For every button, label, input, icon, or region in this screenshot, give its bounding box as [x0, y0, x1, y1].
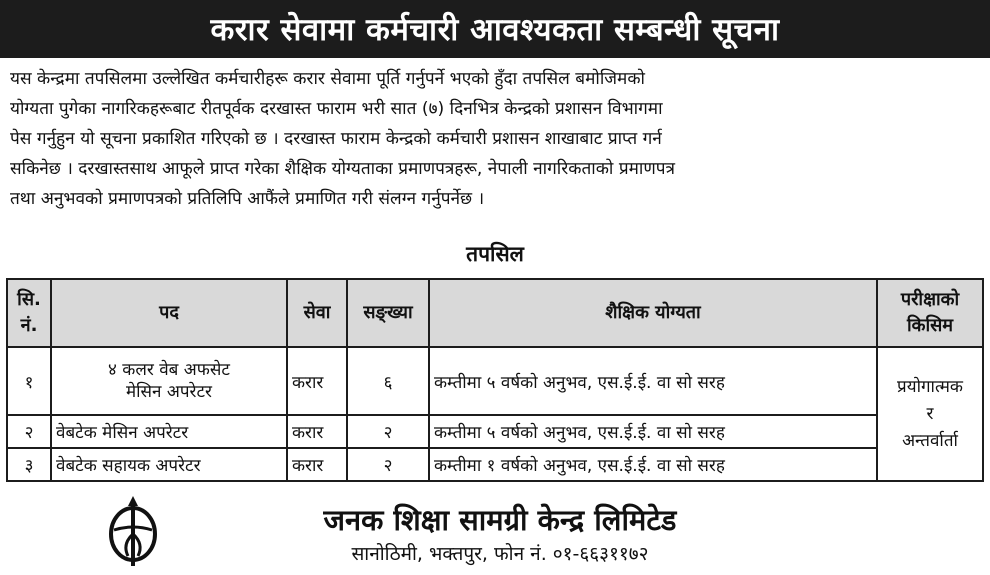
cell-sn: २: [7, 415, 51, 448]
vacancy-table: [6, 278, 984, 482]
body-line: योग्यता पुगेका नागरिकहरूबाट रीतपूर्वक दरखास्त फाराम भरी सात (७) दिनभित्र केन्द्रको प्रशासन विभागमा: [10, 99, 663, 119]
post-line: मेसिन अपरेटर: [125, 382, 213, 402]
cell-post: वेबटेक मेसिन अपरेटर: [51, 415, 287, 448]
exam-line: अन्तर्वार्ता: [902, 430, 958, 451]
cell-qualification: कम्तीमा ५ वर्षको अनुभव, एस.ई.ई. वा सो सरह: [429, 415, 877, 448]
body-line: पेस गर्नुहुन यो सूचना प्रकाशित गरिएको छ । दरखास्त फाराम केन्द्रको कर्मचारी प्रशासन शाखाबाट प्राप्त गर्न: [10, 129, 662, 149]
cell-qualification: कम्तीमा १ वर्षको अनुभव, एस.ई.ई. वा सो सरह: [429, 448, 877, 481]
cell-count: २: [347, 448, 429, 481]
organization-address: सानोठिमी, भक्तपुर, फोन नं. ०१-६६३११७२: [351, 543, 649, 565]
cell-sn: १: [7, 347, 51, 415]
post-line: ४ कलर वेब अफसेट: [108, 360, 230, 380]
cell-post: [51, 347, 287, 415]
table-row: [7, 448, 983, 481]
cell-count: ६: [347, 347, 429, 415]
header-sn: सि. नं.: [7, 279, 51, 347]
cell-count: २: [347, 415, 429, 448]
notice-title: करार सेवामा कर्मचारी आवश्यकता सम्बन्धी सूचना: [210, 12, 780, 48]
notice-body: [10, 64, 980, 214]
organization-emblem-icon: [104, 494, 162, 568]
cell-service: करार: [287, 448, 347, 481]
cell-qualification: कम्तीमा ५ वर्षको अनुभव, एस.ई.ई. वा सो सरह: [429, 347, 877, 415]
cell-service: करार: [287, 415, 347, 448]
notice-title-bar: [0, 0, 990, 58]
header-post: पद: [51, 279, 287, 347]
exam-line: र: [926, 403, 934, 424]
header-exam-type: परीक्षाको किसिम: [877, 279, 983, 347]
section-title: तपसिल: [466, 242, 524, 266]
body-line: सकिनेछ । दरखास्तसाथ आफूले प्राप्त गरेका शैक्षिक योग्यताका प्रमाणपत्रहरू, नेपाली नागरिकताको प्रमाणपत्र: [10, 159, 676, 179]
cell-sn: ३: [7, 448, 51, 481]
table-row: [7, 415, 983, 448]
header-count: सङ्ख्या: [347, 279, 429, 347]
cell-post: वेबटेक सहायक अपरेटर: [51, 448, 287, 481]
header-service: सेवा: [287, 279, 347, 347]
organization-name: जनक शिक्षा सामग्री केन्द्र लिमिटेड: [323, 503, 677, 537]
header-qualification: शैक्षिक योग्यता: [429, 279, 877, 347]
body-line: तथा अनुभवको प्रमाणपत्रको प्रतिलिपि आफैंले प्रमाणित गरी संलग्न गर्नुपर्नेछ ।: [10, 189, 485, 209]
cell-exam-type: [877, 347, 983, 481]
cell-service: करार: [287, 347, 347, 415]
exam-line: प्रयोगात्मक: [897, 376, 963, 397]
table-header-row: [7, 279, 983, 347]
table-row: [7, 347, 983, 415]
body-line: यस केन्द्रमा तपसिलमा उल्लेखित कर्मचारीहरू करार सेवामा पूर्ति गर्नुपर्ने भएको हुँदा तपसिल बमोजिमको: [10, 69, 645, 89]
